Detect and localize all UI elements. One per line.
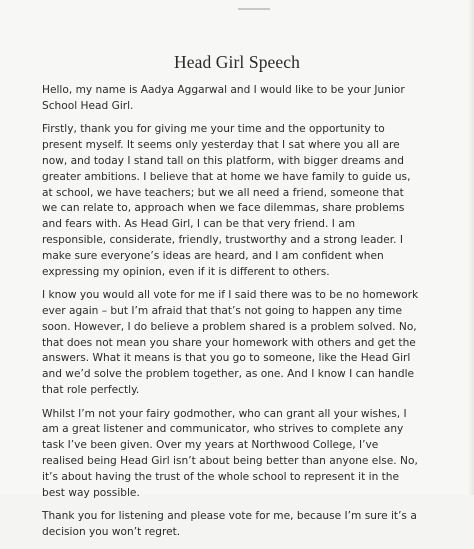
text-line: now, and today I stand tall on this platform, with bigger dreams and <box>42 154 404 167</box>
page-title: Head Girl Speech <box>174 52 300 72</box>
text-line: greater ambitions. I believe that at home we have family to guide us, <box>42 170 411 183</box>
text-line: best way possible. <box>42 486 140 499</box>
paragraph-listener <box>42 407 462 502</box>
text-line: that does not mean you share your homework with others and get the <box>42 336 416 349</box>
text-line: that role perfectly. <box>42 383 140 396</box>
text-line: expressing my opinion, even if it is different to others. <box>42 265 330 278</box>
text-line: Hello, my name is Aadya Aggarwal and I would like to be your Junior <box>42 84 405 96</box>
text-line: Thank you for listening and please vote for me, because I’m sure it’s a <box>42 510 417 523</box>
text-line: responsible, considerate, friendly, trustworthy and a strong leader. I <box>42 233 403 246</box>
text-line: decision you won’t regret. <box>42 525 181 538</box>
text-line: Whilst I’m not your fairy godmother, who can grant all your wishes, I <box>42 407 407 420</box>
text-line: it’s about having the trust of the whole school to represent it in the <box>42 470 400 483</box>
scan-artifact <box>238 8 270 10</box>
text-line: task I’ve been given. Over my years at Northwood College, I’ve <box>42 439 379 452</box>
text-line: we can relate to, approach when we face dilemmas, share problems <box>42 202 405 215</box>
text-line: I know you would all vote for me if I said there was to be no homework <box>42 289 419 302</box>
paragraph-qualities <box>42 122 462 280</box>
text-line: answers. What it means is that you go to someone, like the Head Girl <box>42 352 411 365</box>
text-line: Firstly, thank you for giving me your time and the opportunity to <box>42 123 385 136</box>
text-line: present myself. It seems only yesterday that I sat where you all are <box>42 139 400 152</box>
text-line: and fears with. As Head Girl, I can be that very friend. I am <box>42 218 356 231</box>
scan-edge-shadow <box>468 0 474 495</box>
text-line: make sure everyone’s ideas are heard, and I am confident when <box>42 249 384 262</box>
text-line: at school, we have teachers; but we all need a friend, someone that <box>42 186 404 199</box>
text-line: ever again – but I’m afraid that that’s not going to happen any time <box>42 304 403 317</box>
text-line: realised being Head Girl isn’t about being better than anyone else. No, <box>42 454 418 467</box>
paragraph-homework <box>42 288 462 399</box>
text-line: soon. However, I do believe a problem shared is a problem solved. No, <box>42 320 417 333</box>
paragraph-closing <box>42 509 462 541</box>
speech-body <box>42 83 462 549</box>
paragraph-introduction <box>42 83 462 115</box>
text-line: School Head Girl. <box>42 99 134 112</box>
text-line: and we’d solve the problem together, as one. And I know I can handle <box>42 368 415 381</box>
text-line: am a great listener and communicator, who strives to complete any <box>42 423 404 436</box>
